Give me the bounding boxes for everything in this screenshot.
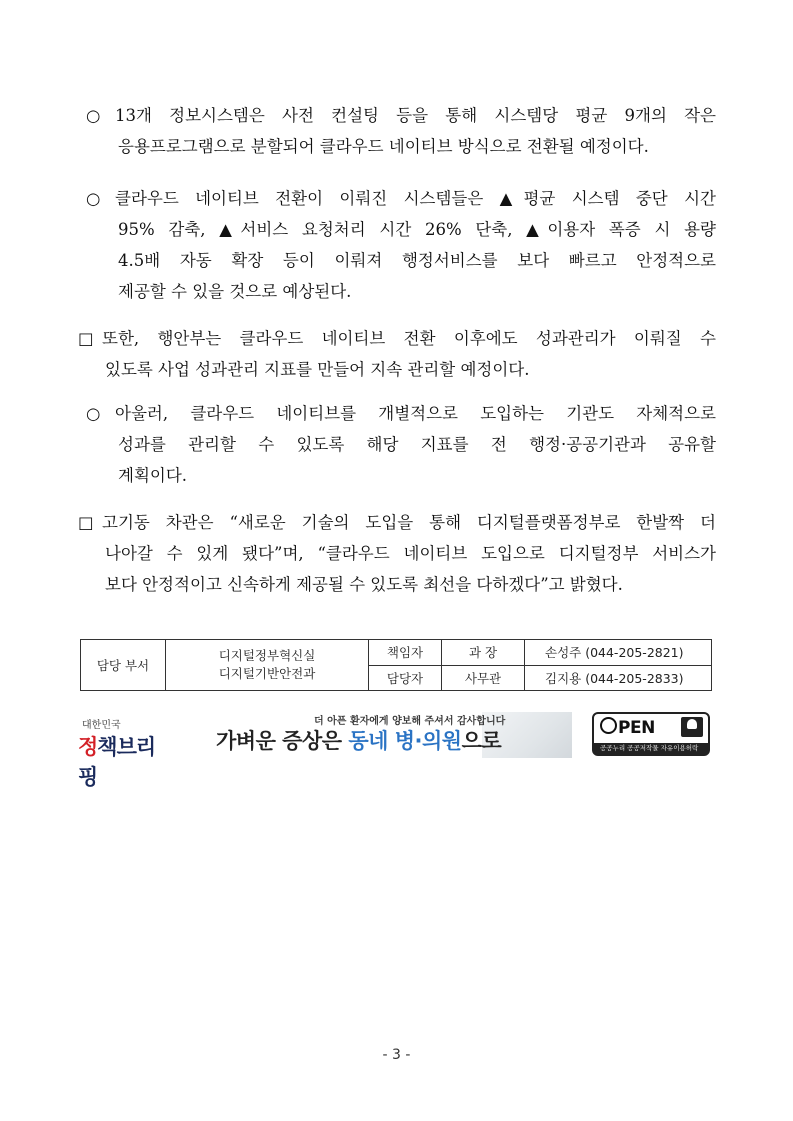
- person-cell: 김지용 (044-205-2833): [525, 665, 712, 691]
- role-cell: 책임자: [369, 640, 442, 666]
- paragraph-line: 성과를 관리할 수 있도록 해당 지표를 전 행정·공공기관과 공유할: [118, 435, 716, 454]
- paragraph-line: 제공할 수 있을 것으로 예상된다.: [118, 282, 352, 301]
- paragraph-system-split: [86, 100, 716, 162]
- paragraph-expected-effects: [86, 183, 716, 307]
- circle-bullet: ○: [86, 404, 101, 423]
- open-o-icon: [600, 717, 617, 734]
- square-bullet: □: [78, 329, 94, 348]
- page-number: - 3 -: [382, 1047, 411, 1063]
- paragraph-line: 응용프로그램으로 분할되어 클라우드 네이티브 방식으로 전환될 예정이다.: [118, 137, 649, 156]
- paragraph-line: 있도록 사업 성과관리 지표를 만들어 지속 관리할 예정이다.: [105, 360, 530, 379]
- open-wordmark: PEN: [600, 716, 655, 738]
- paragraph-line: 보다 안정적이고 신속하게 제공될 수 있도록 최선을 다하겠다”고 밝혔다.: [105, 575, 623, 594]
- paragraph-line: 또한, 행안부는 클라우드 네이티브 전환 이후에도 성과관리가 이뤄질 수: [102, 329, 716, 348]
- attribution-icon: [681, 717, 703, 737]
- paragraph-indicator-sharing: [86, 398, 716, 491]
- dept-label-cell: 담당 부서: [81, 640, 166, 691]
- paragraph-line: 클라우드 네이티브 전환이 이뤄진 시스템들은 ▲평균 시스템 중단 시간: [115, 189, 716, 208]
- dept-line: 디지털정부혁신실: [218, 648, 316, 663]
- kogl-open-license-badge: [592, 712, 710, 756]
- campaign-headline: 가벼운 증상은 동네 병·의원으로: [216, 729, 502, 753]
- dept-line: 디지털기반안전과: [218, 666, 316, 681]
- paragraph-line: 13개 정보시스템은 사전 컨설팅 등을 통해 시스템당 평균 9개의 작은: [115, 106, 716, 125]
- policy-briefing-logo[interactable]: [78, 716, 170, 789]
- role-cell: 담당자: [369, 665, 442, 691]
- circle-bullet: ○: [86, 106, 101, 125]
- paragraph-line: 95% 감축, ▲서비스 요청처리 시간 26% 단축, ▲이용자 폭증 시 용량: [118, 220, 716, 239]
- campaign-banner[interactable]: [212, 712, 572, 758]
- square-bullet: □: [78, 513, 94, 532]
- table-row: [81, 640, 712, 666]
- paragraph-line: 아울러, 클라우드 네이티브를 개별적으로 도입하는 기관도 자체적으로: [115, 404, 716, 423]
- paragraph-performance-management: [78, 323, 716, 385]
- paragraph-vice-minister-quote: [78, 507, 716, 600]
- paragraph-line: 4.5배 자동 확장 등이 이뤄져 행정서비스를 보다 빠르고 안정적으로: [118, 251, 716, 270]
- brand-name: 정책브리핑: [78, 735, 156, 789]
- paragraph-line: 고기동 차관은 “새로운 기술의 도입을 통해 디지털플랫폼정부로 한발짝 더: [102, 513, 716, 532]
- brand-small-text: 대한민국: [82, 720, 121, 731]
- dept-name-cell: [166, 640, 369, 691]
- campaign-subtitle: 더 아픈 환자에게 양보해 주셔서 감사합니다: [314, 716, 506, 727]
- license-caption: 공공누리 공공저작물 자유이용허락: [594, 743, 708, 754]
- paragraph-line: 계획이다.: [118, 466, 188, 485]
- person-cell: 손성주 (044-205-2821): [525, 640, 712, 666]
- contact-table: [80, 639, 712, 691]
- title-cell: 사무관: [442, 665, 525, 691]
- title-cell: 과 장: [442, 640, 525, 666]
- circle-bullet: ○: [86, 189, 101, 208]
- paragraph-line: 나아갈 수 있게 됐다”며, “클라우드 네이티브 도입으로 디지털정부 서비스가: [105, 544, 716, 563]
